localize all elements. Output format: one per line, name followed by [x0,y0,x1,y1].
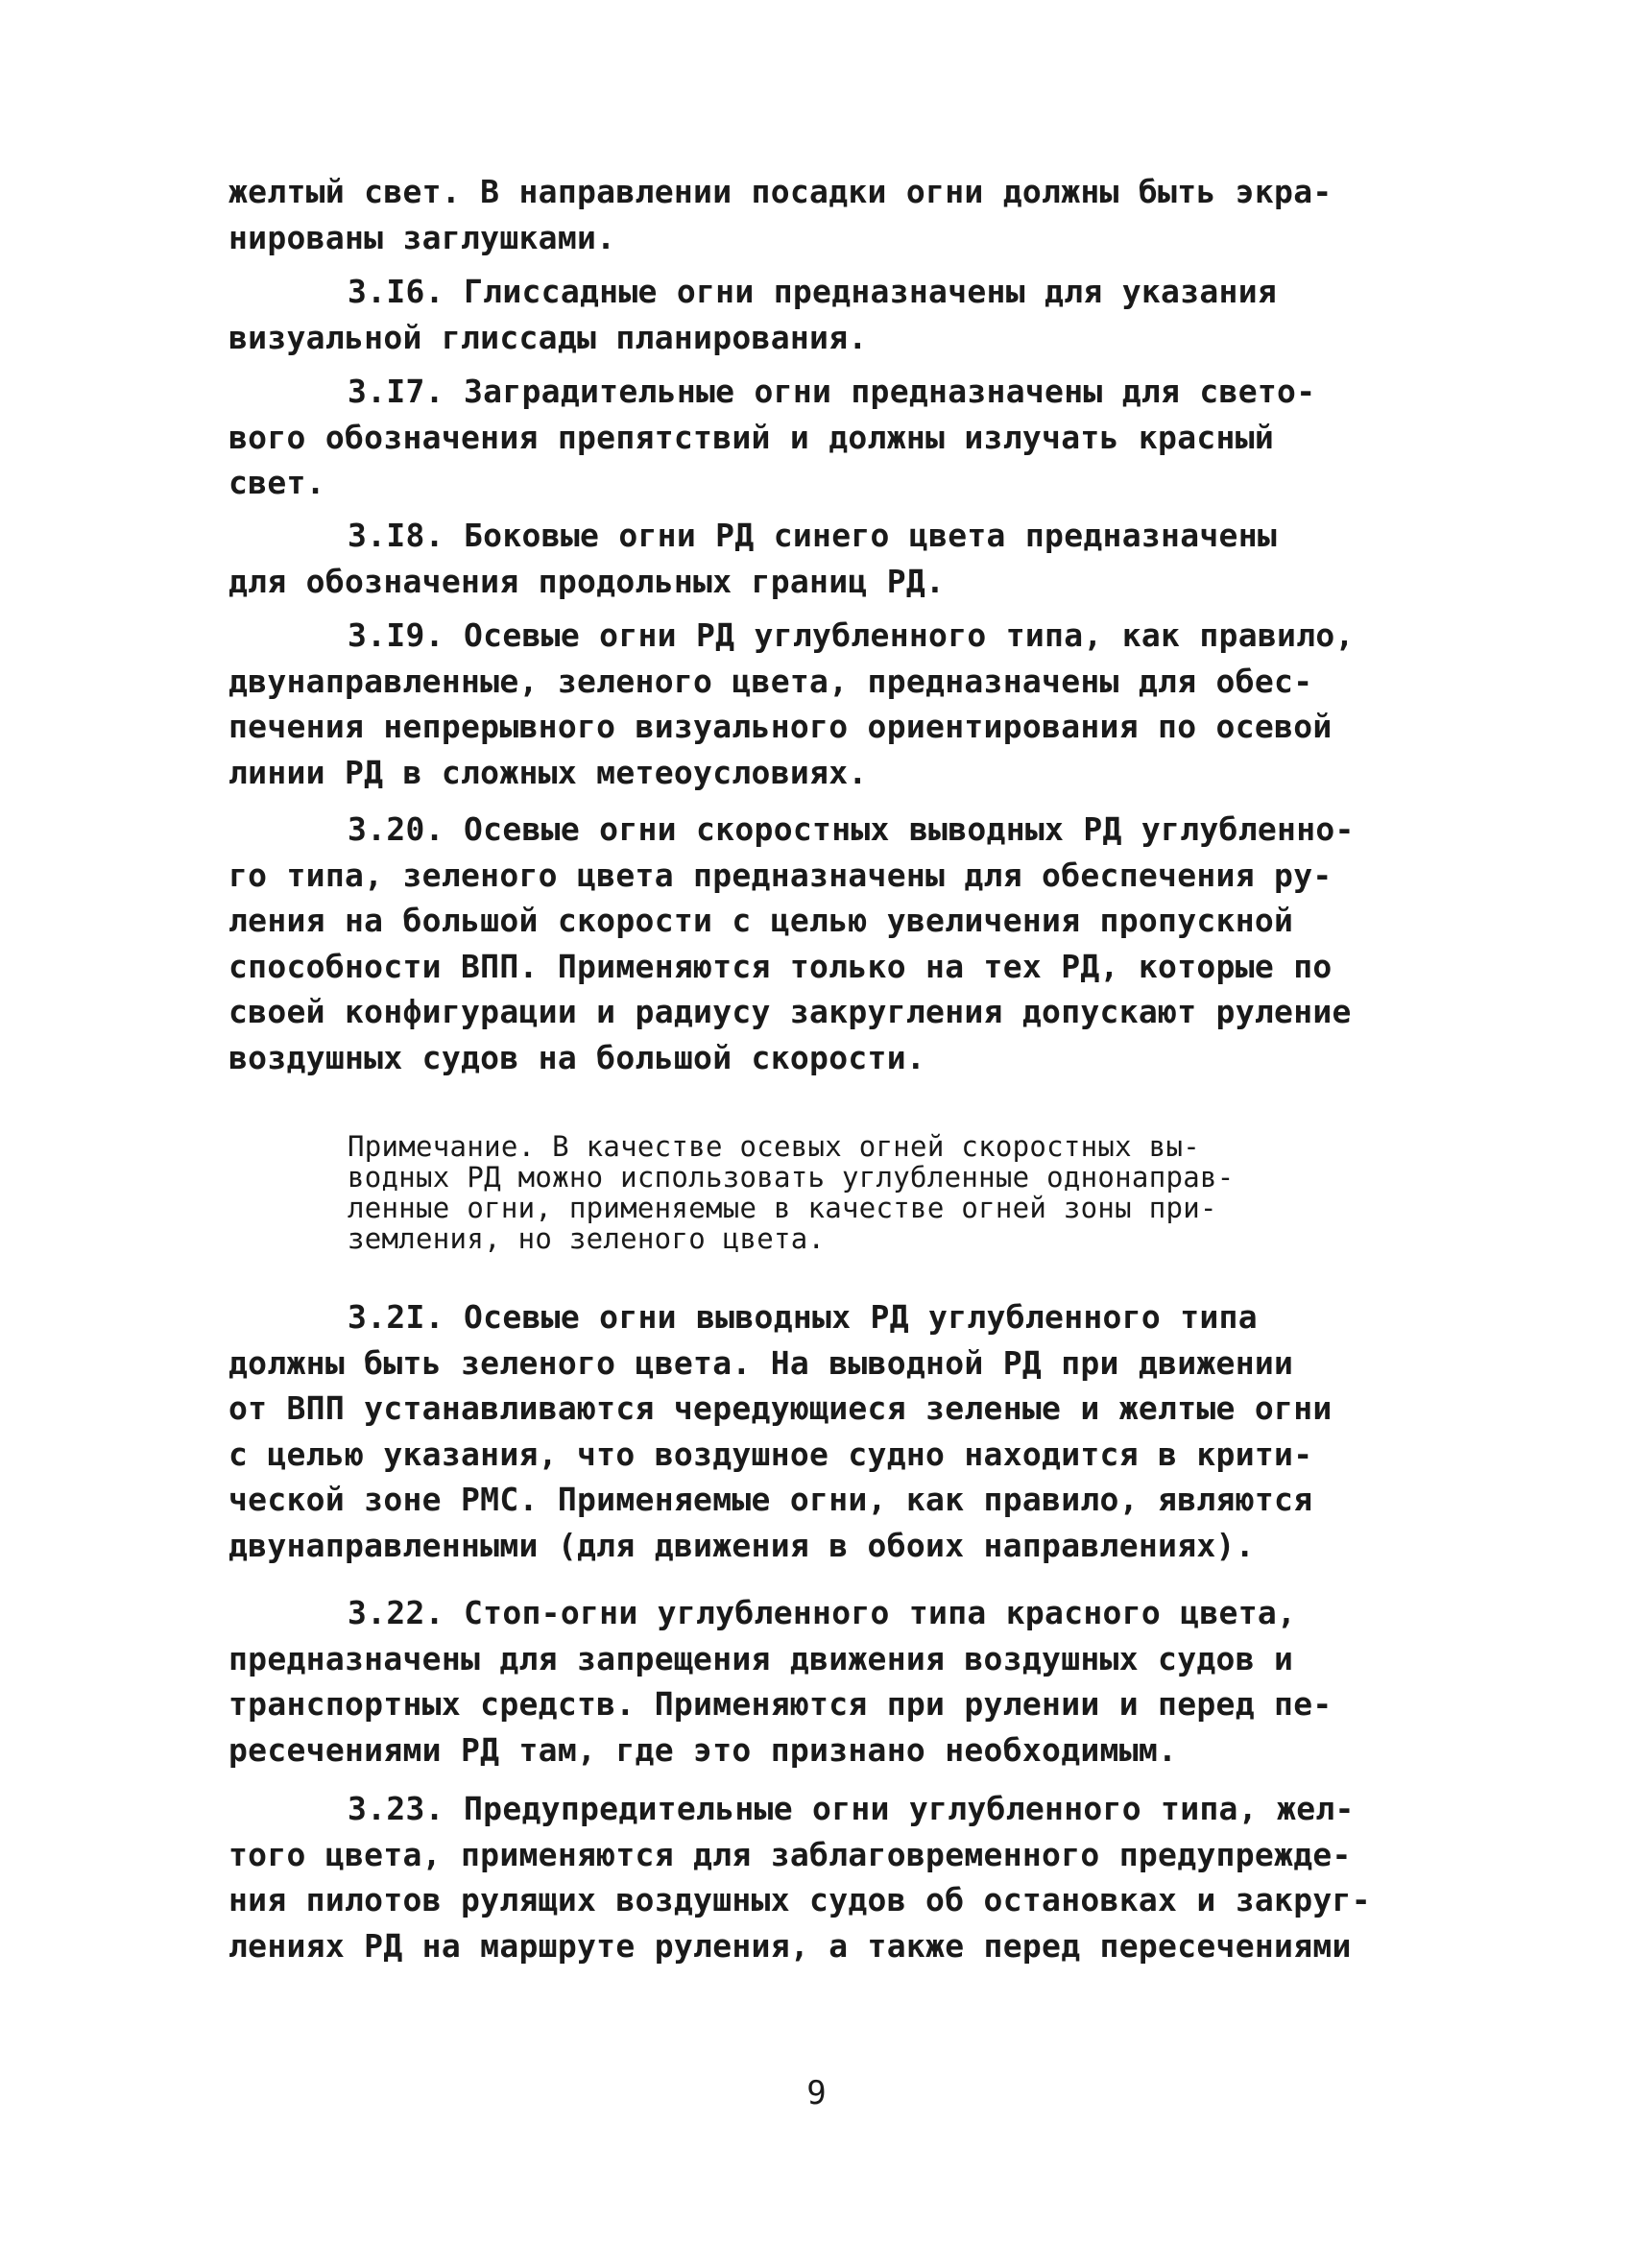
text-line: от ВПП устанавливаются чередующиеся зеленые и желтые огни [228,1389,1333,1427]
text-line: воздушных судов на большой скорости. [228,1038,926,1076]
text-line: 3.20. Осевые огни скоростных выводных РД углубленно- [348,810,1355,848]
text-line: желтый свет. В направлении посадки огни должны быть экра- [228,173,1333,210]
text-line: визуальной глиссады планирования. [228,318,868,356]
paragraph-3-19 [228,613,1409,795]
text-line: 3.I8. Боковые огни РД синего цвета предназначены [348,517,1278,554]
text-line: ресечениями РД там, где это признано необходимым. [228,1730,1178,1769]
text-line: свет. [228,464,325,501]
text-line: 3.22. Стоп-огни углубленного типа красного цвета, [348,1594,1297,1631]
text-line: с целью указания, что воздушное судно находится в крити- [228,1435,1313,1473]
paragraph-3-21 [228,1294,1409,1568]
paragraph-3-18 [228,513,1409,604]
text-line: 3.I6. Глиссадные огни предназначены для указания [348,273,1278,310]
text-line: нированы заглушками. [228,218,616,256]
note-line: Примечание. В качестве осевых огней скоростных вы- [348,1130,1200,1163]
text-line: двунаправленные, зеленого цвета, предназначены для обес- [228,662,1313,700]
note-block [348,1131,1375,1254]
text-line: транспортных средств. Применяются при рулении и перед пе- [228,1685,1333,1723]
text-line: способности ВПП. Применяются только на тех РД, которые по [228,947,1333,985]
text-line: должны быть зеленого цвета. На выводной РД при движении [228,1343,1294,1382]
text-line: 3.23. Предупредительные огни углубленного типа, жел- [348,1790,1355,1827]
text-line: того цвета, применяются для заблаговременного предупрежде- [228,1835,1352,1873]
paragraph-3-23 [228,1786,1409,1968]
paragraph-3-16 [228,269,1409,360]
text-line: вого обозначения препятствий и должны излучать красный [228,418,1275,456]
note-line: ленные огни, применяемые в качестве огней зоны при- [348,1192,1217,1224]
paragraph-continuation [228,169,1409,260]
text-line: линии РД в сложных метеоусловиях. [228,753,868,791]
text-line: го типа, зеленого цвета предназначены для обеспечения ру- [228,856,1333,894]
text-line: своей конфигурации и радиусу закругления допускают руление [228,993,1352,1030]
paragraph-3-20 [228,807,1409,1080]
text-line: печения непрерывного визуального ориентирования по осевой [228,708,1333,745]
text-line: ния пилотов рулящих воздушных судов об остановках и закруг- [228,1881,1371,1918]
paragraph-3-17 [228,369,1409,506]
text-line: ческой зоне РМС. Применяемые огни, как правило, являются [228,1481,1313,1518]
text-line: ления на большой скорости с целью увеличения пропускной [228,902,1294,939]
note-line: водных РД можно использовать углубленные однонаправ- [348,1161,1235,1194]
text-line: для обозначения продольных границ РД. [228,562,946,600]
text-line: лениях РД на маршруте руления, а также перед пересечениями [228,1926,1352,1965]
text-line: 3.I9. Осевые огни РД углубленного типа, как правило, [348,616,1355,654]
text-line: 3.I7. Заградительные огни предназначены для свето- [348,373,1316,410]
text-line: двунаправленными (для движения в обоих направлениях). [228,1526,1255,1564]
page-number: 9 [806,2074,827,2112]
note-line: земления, но зеленого цвета. [348,1222,826,1255]
text-line: 3.2I. Осевые огни выводных РД углубленного типа [348,1298,1258,1336]
text-line: предназначены для запрещения движения воздушных судов и [228,1639,1294,1677]
paragraph-3-22 [228,1590,1409,1773]
